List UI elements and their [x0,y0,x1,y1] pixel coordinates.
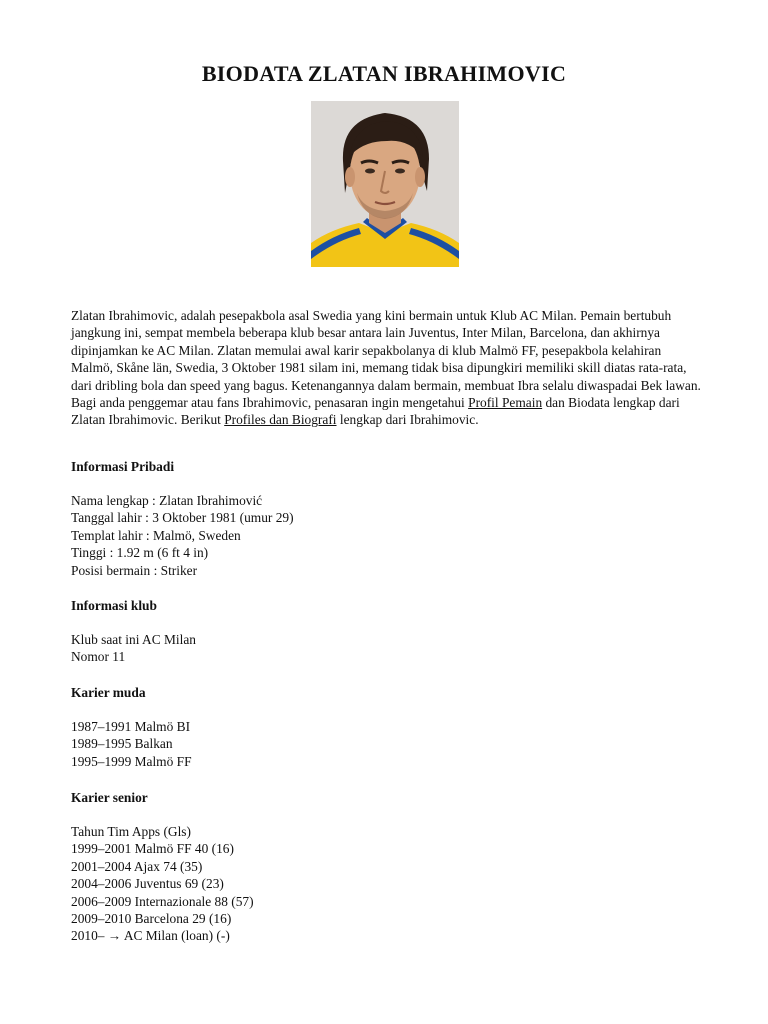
profil-pemain-link[interactable]: Profil Pemain [468,395,543,411]
info-posisi: Posisi bermain : Striker [71,562,198,578]
heading-karier-senior: Karier senior [71,790,148,805]
intro-text-2: dan Biodata lengkap dari Zlatan Ibrahimovic. Berikut [71,395,680,428]
info-tinggi: Tinggi : 1.92 m (6 ft 4 in) [71,545,209,561]
heading-informasi-klub: Informasi klub [71,598,157,613]
karier-senior-header: Tahun Tim Apps (Gls) [71,824,191,839]
info-templat-lahir: Templat lahir : Malmö, Sweden [71,527,241,543]
heading-karier-muda: Karier muda [71,685,146,700]
karier-muda-item: 1987–1991 Malmö BI [71,719,191,734]
info-tanggal-lahir: Tanggal lahir : 3 Oktober 1981 (umur 29) [71,510,294,526]
page-title: BIODATA ZLATAN IBRAHIMOVIC [201,61,567,86]
player-photo [311,101,459,267]
karier-muda-list [71,718,192,770]
karier-senior-item: 2010– → AC Milan (loan) (-) [71,928,230,944]
karier-senior-item: 2006–2009 Internazionale 88 (57) [71,893,254,909]
karier-senior-item: 2009–2010 Barcelona 29 (16) [71,911,232,927]
intro-text-1: Zlatan Ibrahimovic, adalah pesepakbola asal Swedia yang kini bermain untuk Klub AC Milan. Pemain bertubuh jangkung ini, sempat membela beberapa klub besar antara lain Juventus, Inter Milan, Barcelona, dan akhirnya dipinjamkan ke AC Milan. Zlatan memulai awal karir sepakbolanya di klub Malmö FF, pesepakbola kelahiran Malmö, Skåne län, Swedia, 3 Oktober 1981 silam ini, memang tidak bisa dipungkiri memiliki skill diatas rata-rata, dari dribling bola dan speed yang bagus. Ketenangannya dalam bermain, membuat Ibra selalu diwaspadai Bek lawan. Bagi anda penggemar atau fans Ibrahimovic, penasaran ingin mengetahui [71,308,701,411]
heading-informasi-pribadi: Informasi Pribadi [71,459,175,474]
karier-muda-item: 1989–1995 Balkan [71,736,173,752]
karier-senior-item: 2004–2006 Juventus 69 (23) [71,876,224,892]
klub-nomor: Nomor 11 [71,649,126,665]
profiles-biografi-link[interactable]: Profiles dan Biografi [224,412,337,428]
info-klub-list [71,631,196,666]
klub-saat-ini: Klub saat ini AC Milan [71,632,196,647]
info-pribadi-list [71,492,294,579]
karier-muda-item: 1995–1999 Malmö FF [71,753,192,769]
karier-senior-list [71,823,254,945]
intro-text-3: lengkap dari Ibrahimovic. [336,412,479,428]
intro-paragraph [71,307,701,429]
info-nama-lengkap: Nama lengkap : Zlatan Ibrahimović [71,493,263,508]
karier-senior-item: 1999–2001 Malmö FF 40 (16) [71,841,234,857]
karier-senior-item: 2001–2004 Ajax 74 (35) [71,858,203,874]
